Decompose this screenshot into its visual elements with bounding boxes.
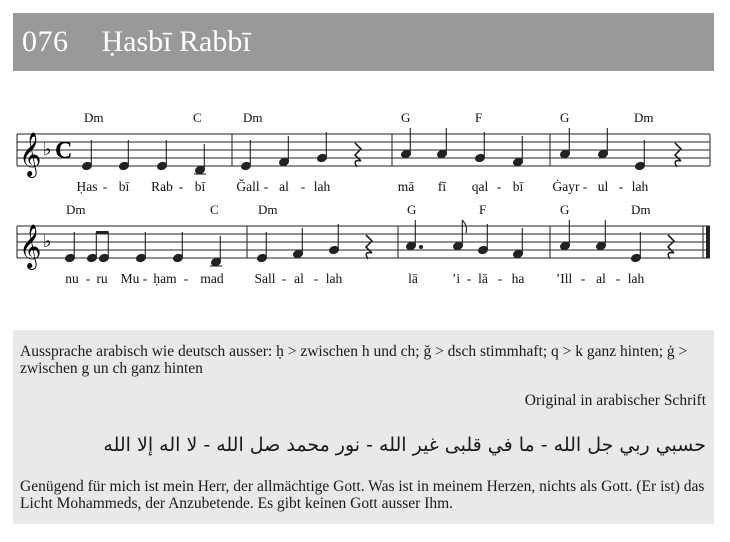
lyric-hyphen: -: [582, 179, 588, 194]
lyric-syllable: Ġayr: [552, 179, 580, 194]
treble-clef-icon: 𝄞: [19, 226, 42, 268]
lyric-syllable: lah: [325, 271, 343, 286]
chord-label: Dm: [243, 110, 263, 125]
arabic-text: حسبي ربي جل الله - ما في قلبى غير الله - نور محمد صل الله - لا اله إلا الله: [103, 434, 706, 456]
lyric-syllable: Mu: [120, 271, 140, 286]
lyric-syllable: Rab: [151, 179, 173, 194]
chord-label: G: [560, 202, 570, 217]
lyric-syllable: al: [279, 179, 289, 194]
lyric-syllable: ʼi: [451, 271, 461, 286]
lyric-hyphen: -: [281, 271, 287, 286]
lyric-syllable: qal: [471, 179, 489, 194]
lyric-hyphen: -: [615, 271, 621, 286]
notes-system-1: [82, 128, 646, 175]
lyric-syllable: bī: [512, 179, 524, 194]
lyric-hyphen: -: [142, 271, 148, 286]
lyric-syllable: ʼIll: [555, 271, 573, 286]
chords-system-1: [84, 110, 654, 125]
lyric-hyphen: -: [183, 271, 189, 286]
song-title: Ḥasbī Rabbī: [101, 25, 251, 58]
lyric-syllable: lā: [478, 271, 488, 286]
lyric-syllable: bī: [118, 179, 130, 194]
german-translation: Genügend für mich ist mein Herr, der allmächtige Gott. Was ist in meinem Herzen, nichts als Gott. (Er ist) das Licht Mohammeds, der Anzubetende. Es gibt keinen Gott ausser Ihm.: [20, 478, 705, 512]
staff-system-2: [17, 226, 710, 258]
music-score: [0, 95, 730, 300]
lyric-hyphen: -: [102, 179, 108, 194]
chord-label: Dm: [258, 202, 278, 217]
lyric-hyphen: -: [313, 271, 319, 286]
lyric-syllable: lā: [408, 271, 418, 286]
chord-label: G: [560, 110, 570, 125]
lyric-hyphen: -: [178, 179, 184, 194]
original-script-label: Original in arabischer Schrift: [524, 392, 706, 409]
score-svg: [0, 95, 730, 295]
chord-label: C: [210, 202, 219, 217]
pronunciation-note: Aussprache arabisch wie deutsch ausser: ḥ > zwischen h und ch; ǧ > dsch stimmhaft; q > k ganz hinten; ġ > zwischen g un ch ganz hinten: [20, 343, 688, 377]
staff-system-1: [17, 134, 710, 166]
flat-key-signature: ♭: [43, 231, 52, 251]
song-number: 076: [22, 25, 69, 58]
chord-label: Dm: [634, 110, 654, 125]
lyric-syllable: ru: [96, 271, 108, 286]
lyric-hyphen: -: [466, 271, 472, 286]
title-bar: [13, 13, 714, 71]
lyric-syllable: Ǧall: [236, 179, 260, 194]
notes-box: [13, 330, 714, 524]
common-time-signature: C: [55, 138, 73, 164]
lyric-syllable: mad: [200, 271, 224, 286]
lyric-syllable: lah: [631, 179, 649, 194]
notes-system-2: [65, 220, 642, 267]
lyrics-system-1: [77, 179, 649, 194]
chord-label: Dm: [84, 110, 104, 125]
lyric-hyphen: -: [263, 179, 269, 194]
lyric-syllable: Sall: [254, 271, 276, 286]
lyric-syllable: mā: [397, 179, 415, 194]
chord-label: F: [479, 202, 487, 217]
lyric-syllable: bī: [194, 179, 206, 194]
chord-label: G: [401, 110, 411, 125]
flat-key-signature: ♭: [43, 139, 52, 159]
lyric-syllable: nu: [65, 271, 79, 286]
lyric-syllable: al: [596, 271, 606, 286]
chord-label: Dm: [66, 202, 86, 217]
lyric-hyphen: -: [300, 179, 306, 194]
lyric-syllable: ḥam: [153, 271, 177, 286]
lyric-hyphen: -: [85, 271, 91, 286]
chord-label: Dm: [631, 202, 651, 217]
lyric-syllable: lah: [313, 179, 331, 194]
treble-clef-icon: 𝄞: [19, 134, 42, 176]
chord-label: G: [407, 202, 417, 217]
lyric-hyphen: -: [497, 271, 503, 286]
chord-label: F: [475, 110, 483, 125]
lyric-syllable: ul: [597, 179, 609, 194]
chords-system-2: [66, 202, 651, 217]
lyric-hyphen: -: [496, 179, 502, 194]
lyric-syllable: fī: [437, 179, 447, 194]
chord-label: C: [193, 110, 202, 125]
lyrics-system-2: [65, 271, 644, 286]
lyric-hyphen: -: [580, 271, 586, 286]
lyric-syllable: Ḥas: [76, 179, 98, 194]
lyric-syllable: al: [294, 271, 304, 286]
lyric-syllable: lah: [627, 271, 645, 286]
lyric-hyphen: -: [618, 179, 624, 194]
lyric-syllable: ha: [511, 271, 525, 286]
